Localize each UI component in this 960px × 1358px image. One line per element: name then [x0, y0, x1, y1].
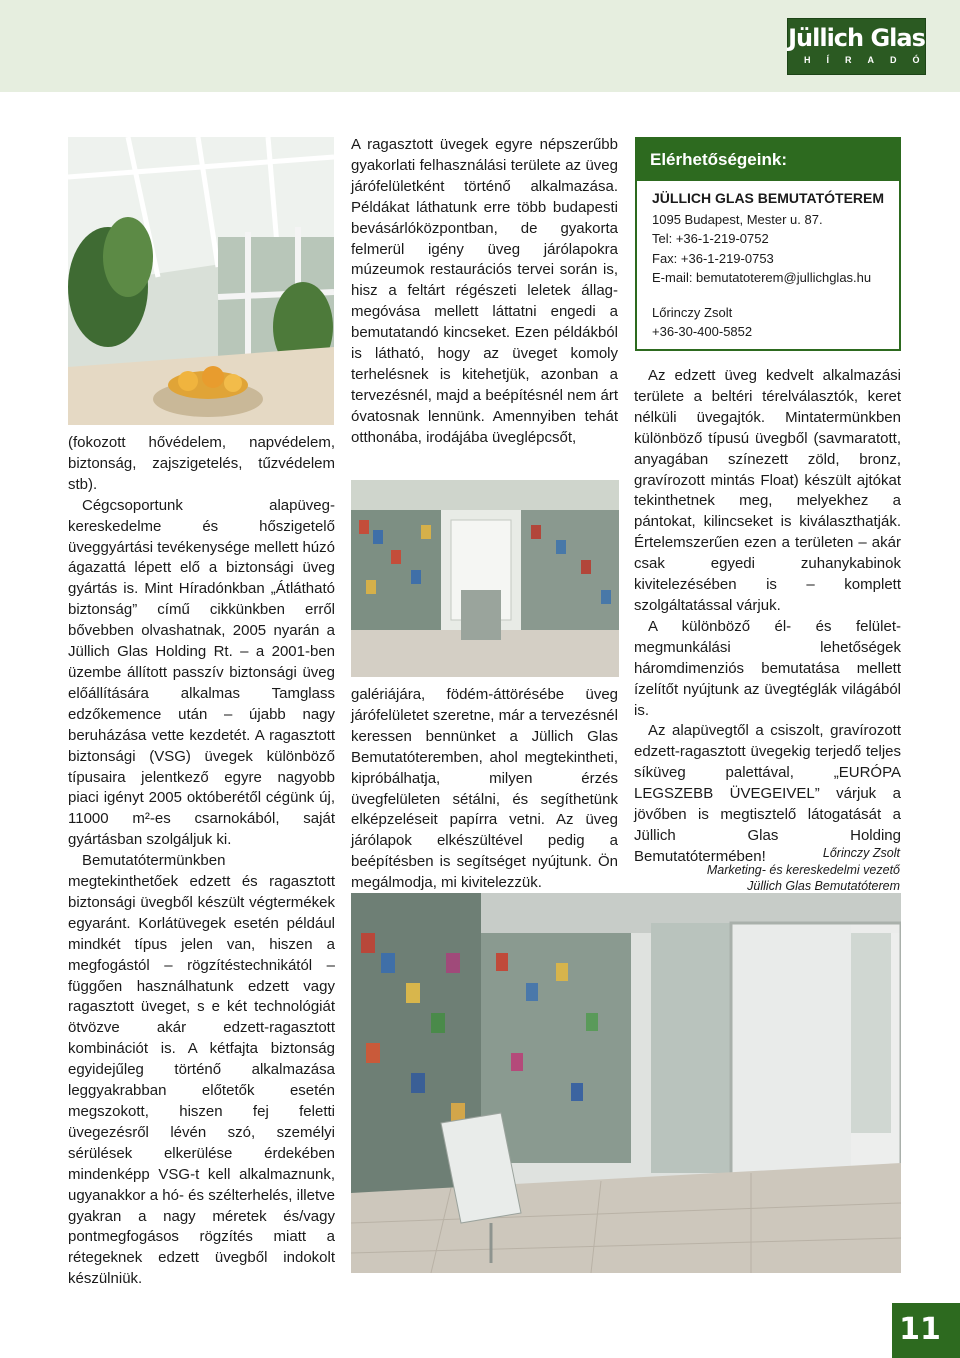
contact-heading: Elérhetőségeink: [637, 139, 899, 181]
article-column-3 [634, 366, 901, 868]
article-column-1 [68, 433, 335, 1290]
page-number: 11 [899, 1312, 941, 1347]
signature-name: Lőrinczy Zsolt [822, 846, 900, 860]
signature-org: Jüllich Glas Bemutatóterem [747, 879, 900, 893]
conservatory-photo [68, 137, 334, 425]
contact-email: E-mail: bemutatoterem@jullichglas.hu [652, 269, 872, 285]
contact-person-phone: +36-30-400-5852 [652, 324, 753, 340]
paragraph: Az alapüvegtől a csiszolt, gravírozott edzett-ragasztott üvegekig terjedő teljes síküveg palettával, „EURÓPA LEGSZEBB ÜVEGEIVEL” várjuk a jövőben is megtisztelő látogatását a Jüllich Glas Holding Bemutatótermében! [634, 722, 901, 865]
paragraph: (fokozott hővédelem, napvédelem, biztonság, zajszigetelés, tűzvédelem stb). [68, 434, 335, 493]
article-column-2-bottom [351, 685, 618, 894]
paragraph: Bemutatótermünkben megtekinthetőek edzett és ragasztott biztonsági üvegből készült végtermékek egyaránt. Korlátüvegek esetén például mindkét típus jelen van, hiszen a megfogástól – rögzítéstechnikától – függően használhatunk edzett vagy ragasztott üveget, s e két technológiát ötvözve akár edzett-ragasztott kombinációt is. A kétfajta biztonság egyidejűleg történő alkalmazása leggyakrabban előtetők esetén megszokott, hiszen fej feletti üvegezésről lévén szó, személyi sérülések elkerülése érdekében mindenképp VSG-t kell alkalmaznunk, ugyanakkor a hó- és szélterhelés, illetve gyakran a nagy méretek és/vagy pontmegfogásos rögzítés miatt a rétegeknek edzett üvegből indokolt készülniük. [68, 852, 335, 1288]
contact-organization: JÜLLICH GLAS BEMUTATÓTEREM [652, 190, 885, 206]
contact-address: 1095 Budapest, Mester u. 87. [652, 212, 823, 227]
contact-tel: Tel: +36-1-219-0752 [652, 231, 769, 247]
article-column-2-top [351, 135, 618, 449]
contact-person: Lőrinczy Zsolt [652, 305, 733, 321]
showroom-glass-door-photo [351, 893, 901, 1273]
showroom-photo [351, 480, 619, 677]
logo-title: Jüllich Glas [788, 24, 925, 52]
paragraph: A különböző él- és felület-megmunkálási lehetőségek háromdimenziós bemutatása mellett ízelítőt nyújtunk az üvegtéglák világából is. [634, 617, 901, 719]
paragraph: A ragasztott üvegek egyre népszerűbb gyakorlati felhasználási területe az üveg járófelületként történő alkalmazása. Példákat láthatunk erre több budapesti bevásárlóközpontban, de gyakorta felmerül igény üveg járólapokra múzeumok restaurációs tervei során is, hisz a feltárt régészeti leletek állag-megóvása mellett láttatni engedi a bemutatandó kincseket. Ezen példákból is látható, hogy az üveget komoly terhelésnek is kitehetjük, azonban a tervezésnél, majd a beépítésnél nem árt óvatosnak lennünk. Amennyiben tehát otthonába, irodájába üveglépcsőt, [351, 136, 618, 446]
logo-subtitle: HÍRADÓ [804, 55, 936, 65]
brand-logo [787, 18, 936, 75]
signature-role: Marketing- és kereskedelmi vezető [706, 862, 900, 877]
paragraph: Cégcsoportunk alapüveg-kereskedelme és hőszigetelő üveggyártási tevékenysége mellett húzó ágazattá lépett elő a biztonsági üveg gyártás is. Mint Híradónkban „Átlátható biztonság” című cikkünkben erről bővebben olvashatnak, 2005 nyarán a Jüllich Glas Holding Rt. – a 2001-ben üzembe állított passzív biztonsági üveg előállítására alkalmas Tamglass edzőkemence után – újabb nagy beruházása vette kezdetét. A ragasztott biztonsági (VSG) üvegek különböző típusaira jelentkező egyre nagyobb piaci igényt 2005 októberétől cégünk új, 11000 m²-es csarnokából, saját gyártásban szolgáljuk ki. [68, 496, 335, 849]
contact-details [637, 181, 899, 342]
paragraph: galériájára, födém-áttörésébe üveg járófelületet szeretne, már a tervezésnél keressen bennünket a Jüllich Glas Bemutatóteremben, ahol megtekintheti, kipróbálhatja, milyen érzés üvegfelületen sétálni, és segíthetünk elképzeléseit papírra vetni. Az üveg járólapok elkészültével pedig a beépítésben is segítséget nyújtunk. Ön megálmodja, mi kivitelezzük. [351, 686, 618, 892]
contact-fax: Fax: +36-1-219-0753 [652, 250, 774, 266]
paragraph: Az edzett üveg kedvelt alkalmazási területe a beltéri térelválasztók, keret nélküli üvegajtók. Mintatermünkben különböző típusú üvegből (savmaratott, anyagában színezett zöld, bronz, gravírozott mintás Float) készült ajtókat tekinthetnek meg, melyekhez a pántokat, kilincseket is kiválaszthatják. Értelemszerűen ezen a területen – akár csak egyedi zuhanykabinok kivitelezésében is – komplett szolgáltatással várjuk. [634, 367, 901, 614]
contact-box [635, 137, 901, 351]
signature [634, 845, 900, 895]
page-number-box [892, 1303, 960, 1358]
